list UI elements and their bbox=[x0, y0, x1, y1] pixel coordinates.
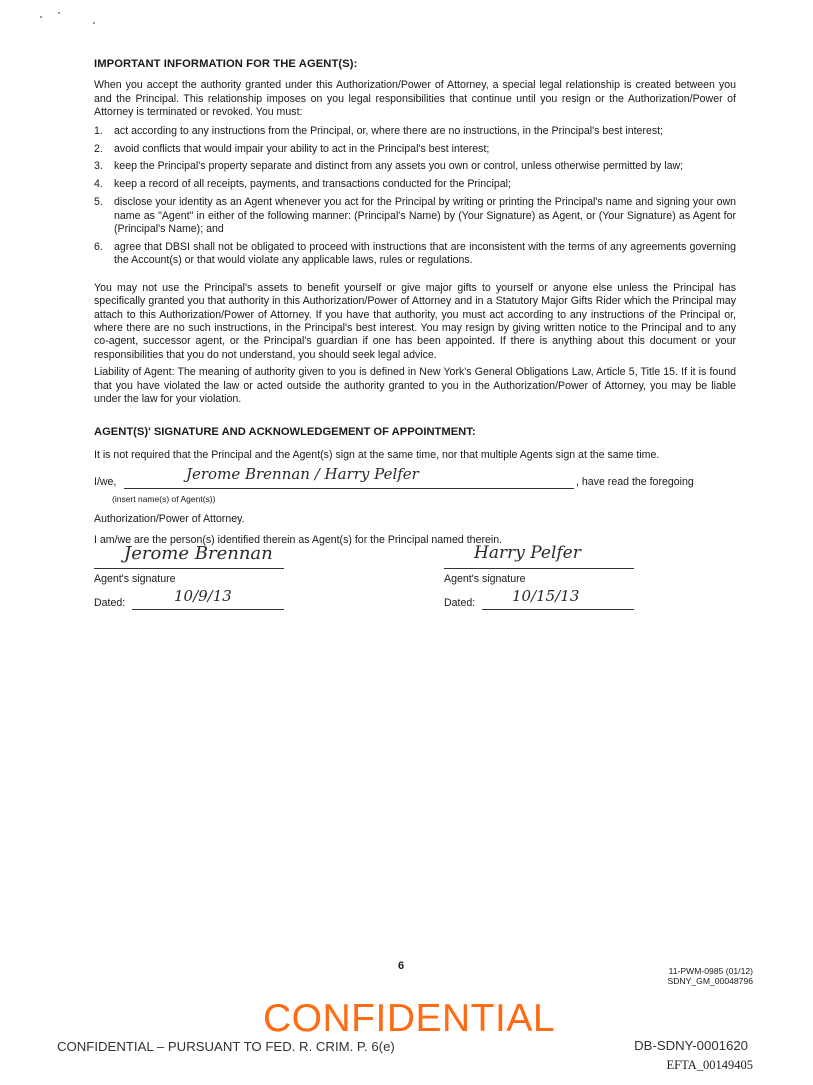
agent-signature-1: Jerome Brennan bbox=[124, 543, 273, 565]
authorization-text: Authorization/Power of Attorney. bbox=[94, 512, 245, 525]
list-item: 6. agree that DBSI shall not be obligated to proceed with instructions that are inconsistent with the terms of any agreements governing the Account(s) or that would violate any applicable laws, rules or regulations. bbox=[94, 240, 736, 267]
list-item: 5. disclose your identity as an Agent whenever you act for the Principal by writing or printing the Principal's name and signing your own name as "Agent" in either of the following manner: (Principal's Name) by (Your Signature) as Agent, or (Your Signature) as Agent for (Principal's Name); and bbox=[94, 196, 736, 236]
signature-rule-1 bbox=[94, 568, 284, 569]
scan-speck bbox=[58, 12, 60, 14]
insert-names-caption: (insert name(s) of Agent(s)) bbox=[112, 494, 216, 505]
signature-rule-2 bbox=[444, 568, 634, 569]
sdny-code: SDNY_GM_00048796 bbox=[667, 976, 753, 986]
date-value-1: 10/9/13 bbox=[174, 587, 232, 606]
date-rule-2 bbox=[482, 609, 634, 610]
signature-row bbox=[94, 543, 736, 573]
date-rule-1 bbox=[132, 609, 284, 610]
important-heading: IMPORTANT INFORMATION FOR THE AGENT(S): bbox=[94, 58, 358, 70]
agent-signature-label-2: Agent's signature bbox=[444, 573, 526, 586]
dated-row bbox=[94, 587, 736, 613]
list-item: 2. avoid conflicts that would impair your ability to act in the Principal's best interest; bbox=[94, 142, 490, 155]
agent-signature-label-1: Agent's signature bbox=[94, 573, 176, 586]
form-code bbox=[667, 966, 753, 986]
iwe-label: I/we, bbox=[94, 476, 117, 489]
have-read-text: , have read the foregoing bbox=[576, 476, 694, 489]
names-rule bbox=[124, 488, 574, 489]
scan-speck bbox=[93, 22, 95, 24]
intro-paragraph: When you accept the authority granted under this Authorization/Power of Attorney, a special legal relationship is created between you and the Principal. This relationship imposes on you legal responsibilities that continue until you resign or the Authorization/Power of Attorney is terminated or revoked. You must: bbox=[94, 79, 736, 119]
agent-names-line bbox=[94, 466, 736, 492]
list-item: 4. keep a record of all receipts, payments, and transactions conducted for the Principal; bbox=[94, 178, 511, 191]
agent-information-section bbox=[94, 58, 736, 613]
efta-number: EFTA_00149405 bbox=[666, 1058, 753, 1072]
form-number: 11-PWM-0985 (01/12) bbox=[668, 966, 753, 976]
dated-label-1: Dated: bbox=[94, 597, 126, 610]
confidential-stamp: CONFIDENTIAL bbox=[263, 997, 556, 1040]
date-value-2: 10/15/13 bbox=[512, 587, 580, 606]
handwritten-agent-names: Jerome Brennan / Harry Pelfer bbox=[186, 465, 419, 484]
duties-list bbox=[94, 125, 736, 268]
dated-label-2: Dated: bbox=[444, 597, 476, 610]
fed-notice: CONFIDENTIAL – PURSUANT TO FED. R. CRIM. P. 6(e) bbox=[57, 1039, 395, 1054]
scan-speck bbox=[40, 16, 42, 18]
gifts-paragraph: You may not use the Principal's assets to benefit yourself or give major gifts to yourself or anyone else unless the Principal has specifically granted you that authority in this Authorization/Power of Attorney and in a Statutory Major Gifts Rider which the Principal may attach to this Authorization/Power of Attorney. If you have that authority, you must act according to any instructions of the Principal or, where there are no such instructions, in the Principal's best interest. You may resign by giving written notice to the Principal and to any co-agent, successor agent, or the Principal's guardian if one has been appointed. If there is anything about this document or your responsibilities that you do not understand, you should seek legal advice. bbox=[94, 281, 736, 361]
list-item: 1. act according to any instructions from the Principal, or, where there are no instructions, in the Principal's best interest; bbox=[94, 124, 664, 137]
not-required-text: It is not required that the Principal and the Agent(s) sign at the same time, nor that multiple Agents sign at the same time. bbox=[94, 448, 660, 461]
acknowledgement-heading: AGENT(S)' SIGNATURE AND ACKNOWLEDGEMENT OF APPOINTMENT: bbox=[94, 426, 476, 439]
bates-number: DB-SDNY-0001620 bbox=[634, 1038, 748, 1053]
list-item: 3. keep the Principal's property separate and distinct from any assets you own or control, unless otherwise permitted by law; bbox=[94, 160, 684, 173]
identified-text: I am/we are the person(s) identified therein as Agent(s) for the Principal named therein. bbox=[94, 534, 503, 547]
liability-paragraph: Liability of Agent: The meaning of authority given to you is defined in New York's General Obligations Law, Article 5, Title 15. If it is found that you have violated the law or acted outside the authority granted to you in the Authorization/Power of Attorney, you may be liable under the law for your violation. bbox=[94, 366, 736, 406]
page-number: 6 bbox=[398, 960, 405, 972]
agent-signature-2: Harry Pelfer bbox=[474, 543, 581, 564]
